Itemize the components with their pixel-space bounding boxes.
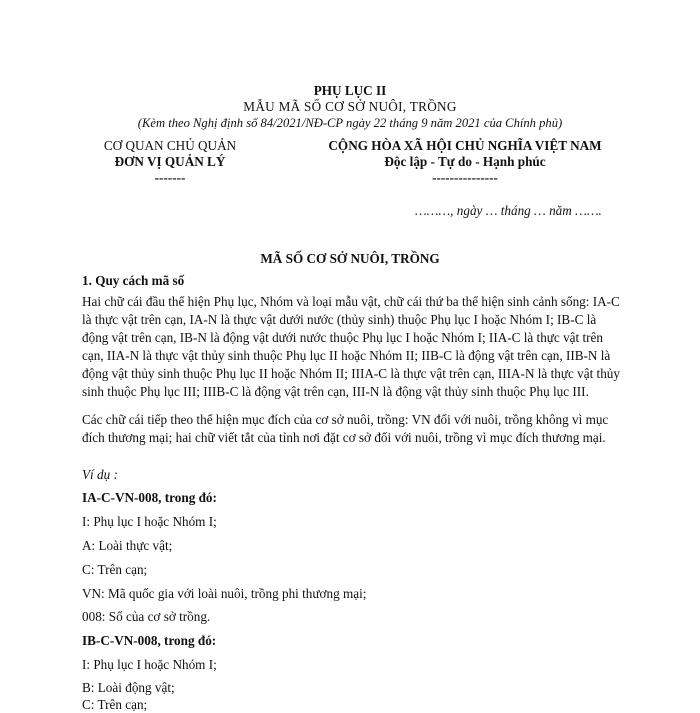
managing-unit: ĐƠN VỊ QUẢN LÝ [114, 154, 226, 169]
list-item: C: Trên cạn; [82, 562, 148, 577]
appendix-title: PHỤ LỤC II [313, 83, 387, 98]
section-heading: 1. Quy cách mã số [82, 273, 185, 288]
list-item: B: Loài động vật; [82, 680, 175, 695]
list-item: I: Phụ lục I hoặc Nhóm I; [82, 657, 217, 672]
left-dashes: ------- [154, 170, 186, 185]
form-title: MẪU MÃ SỐ CƠ SỞ NUÔI, TRỒNG [243, 99, 457, 114]
national-motto: Độc lập - Tự do - Hạnh phúc [384, 154, 546, 169]
date-line: ………, ngày … tháng … năm ……. [415, 203, 602, 218]
list-item: 008: Số của cơ sở trồng. [82, 609, 211, 624]
list-item: VN: Mã quốc gia với loài nuôi, trồng phi thương mại; [82, 586, 367, 601]
governing-agency: CƠ QUAN CHỦ QUẢN [103, 138, 237, 153]
example-1-code: IA-C-VN-008, trong đó: [82, 490, 217, 505]
attached-note: (Kèm theo Nghị định số 84/2021/NĐ-CP ngày 22 tháng 9 năm 2021 của Chính phủ) [137, 116, 563, 130]
national-title: CỘNG HÒA XÃ HỘI CHỦ NGHĨA VIỆT NAM [328, 138, 602, 153]
right-dashes: --------------- [432, 170, 498, 185]
list-item: C: Trên cạn; [82, 697, 148, 712]
list-item: A: Loài thực vật; [82, 538, 173, 553]
list-item: I: Phụ lục I hoặc Nhóm I; [82, 514, 217, 529]
paragraph-code-structure: Hai chữ cái đầu thể hiện Phụ lục, Nhóm và loại mẫu vật, chữ cái thứ ba thể hiện sinh cảnh sống: IA-C là thực vật trên cạn, IA-N là thực vật dưới nước (thủy sinh) thuộc Phụ lục I hoặc Nhóm I; IB-C là động vật trên cạn, IB-N là động vật dưới nước thuộc Phụ lục I hoặc Nhóm I; IIA-C là thực vật trên cạn, IIA-N là thực vật thủy sinh thuộc Phụ lục II hoặc Nhóm II; IIB-C là động vật trên cạn, IIB-N là động vật thủy sinh thuộc Phụ lục II hoặc Nhóm II; IIIA-C là thực vật trên cạn, IIIA-N là thực vật thủy sinh thuộc Phụ lục III; IIIB-C là động vật trên cạn, III-N là động vật thủy sinh thuộc Phụ lục III. [82, 294, 620, 399]
example-label: Ví dụ : [82, 467, 118, 482]
document-title: MÃ SỐ CƠ SỞ NUÔI, TRỒNG [260, 251, 440, 266]
example-2-code: IB-C-VN-008, trong đó: [82, 633, 217, 648]
paragraph-purpose-letters: Các chữ cái tiếp theo thể hiện mục đích của cơ sở nuôi, trồng: VN đối với nuôi, trồng không vì mục đích thương mại; hai chữ viết tắt của tỉnh nơi đặt cơ sở đối với nuôi, trồng vì mục đích thương mại. [82, 412, 609, 445]
